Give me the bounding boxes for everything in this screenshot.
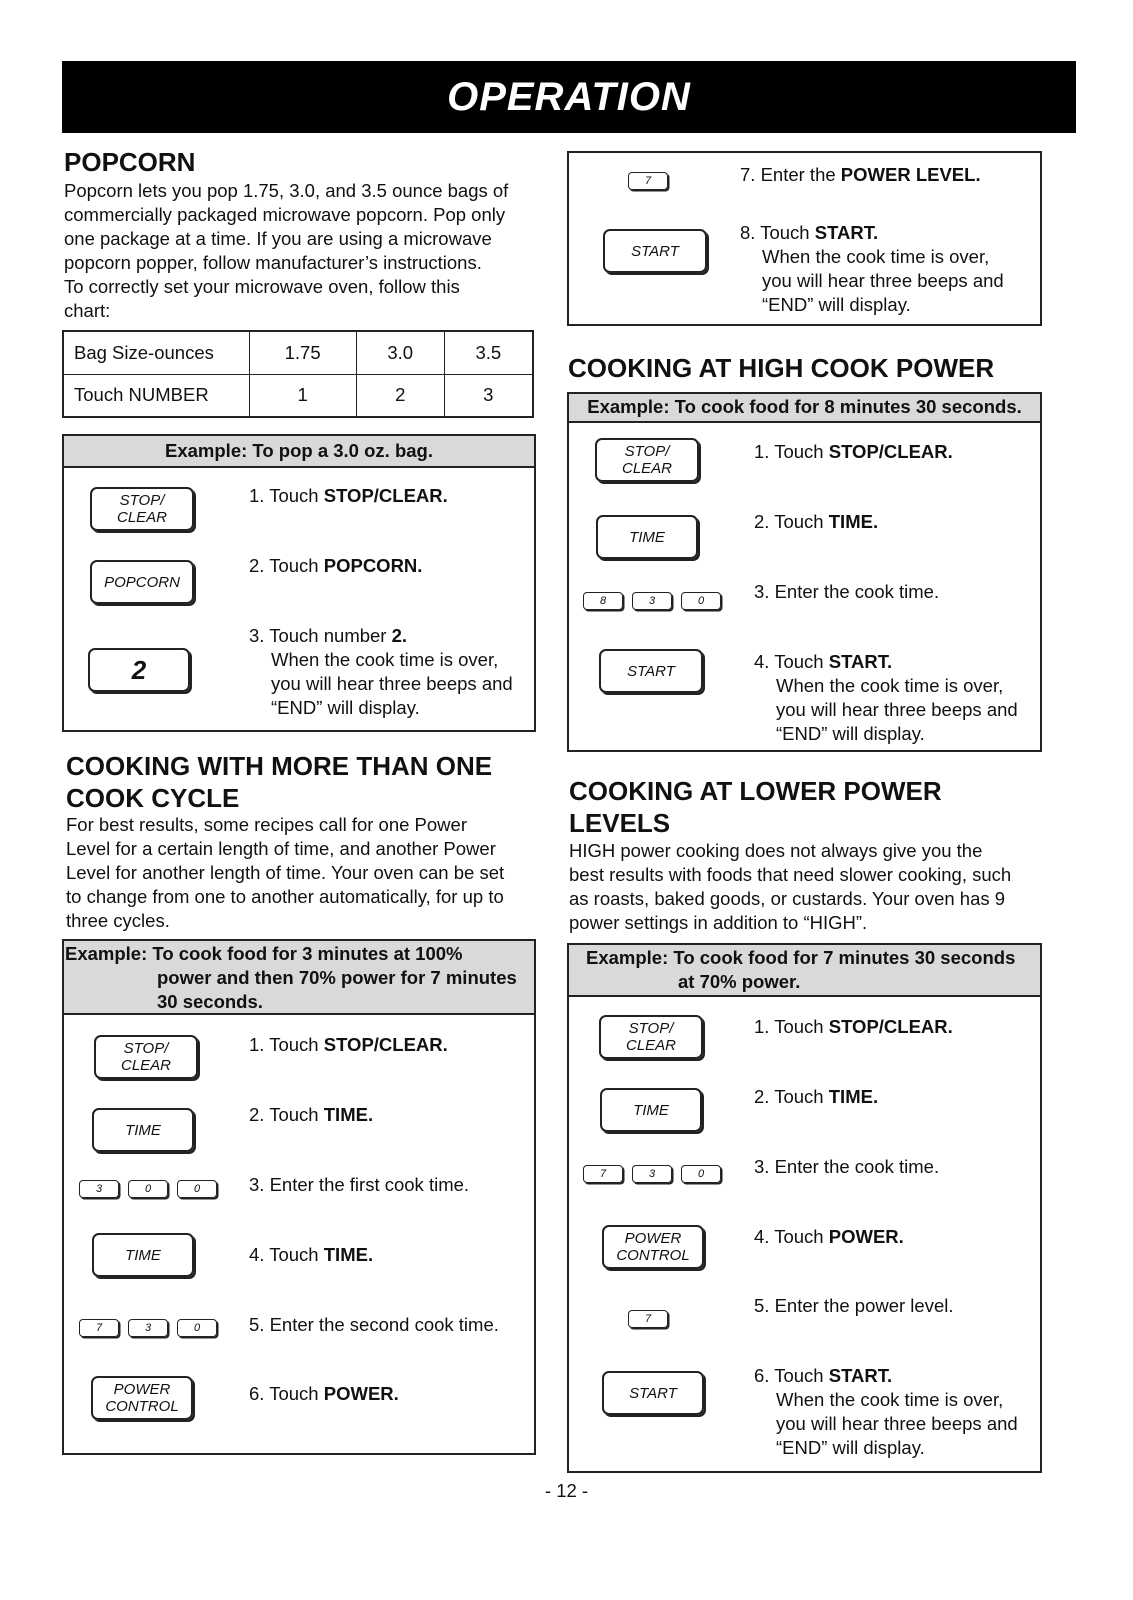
popcorn-intro-line: Popcorn lets you pop 1.75, 3.0, and 3.5 ounce bags of bbox=[64, 180, 509, 201]
start-button bbox=[603, 229, 707, 273]
step-text bbox=[249, 1033, 448, 1057]
page-number: - 12 - bbox=[544, 1480, 589, 1501]
start-button bbox=[602, 1371, 704, 1415]
intro-line: power settings in addition to “HIGH”. bbox=[569, 912, 868, 933]
popcorn-intro bbox=[64, 179, 544, 323]
button-label: CLEAR bbox=[120, 1057, 172, 1074]
number-key: 3 bbox=[632, 1165, 672, 1183]
start-button bbox=[599, 649, 703, 693]
title-line: 30 seconds. bbox=[157, 991, 263, 1012]
number-2-button bbox=[88, 648, 190, 692]
step-text bbox=[754, 650, 1018, 746]
heading-line: COOKING WITH MORE THAN ONE bbox=[66, 751, 493, 781]
number-key: 3 bbox=[79, 1180, 119, 1198]
popcorn-intro-line: popcorn popper, follow manufacturer’s instructions. bbox=[64, 252, 482, 273]
stop-clear-button bbox=[599, 1015, 703, 1059]
popcorn-chart-table bbox=[62, 330, 534, 418]
intro-line: to change from one to another automatically, for up to bbox=[66, 886, 504, 907]
number-key: 7 bbox=[583, 1165, 623, 1183]
step-text-part: 5. Enter the second cook time. bbox=[249, 1314, 499, 1335]
step-subtext: you will hear three beeps and bbox=[776, 1413, 1018, 1434]
time-button bbox=[600, 1088, 702, 1132]
table-cell: 1 bbox=[249, 374, 356, 417]
step-text-bold: START. bbox=[814, 222, 879, 243]
intro-line: best results with foods that need slower cooking, such bbox=[569, 864, 1012, 885]
intro-line: HIGH power cooking does not always give you the bbox=[569, 840, 983, 861]
step-text bbox=[754, 1225, 904, 1249]
example-title bbox=[569, 945, 1040, 997]
number-key: 3 bbox=[632, 592, 672, 610]
button-label: STOP/ bbox=[624, 443, 670, 460]
button-label: START bbox=[627, 662, 675, 680]
popcorn-intro-line: commercially packaged microwave popcorn. Pop only bbox=[64, 204, 506, 225]
step-subtext: you will hear three beeps and bbox=[271, 673, 513, 694]
step-text bbox=[740, 163, 981, 187]
button-label: POWER bbox=[113, 1381, 171, 1398]
step-subtext: you will hear three beeps and bbox=[762, 270, 1004, 291]
step-subtext: When the cook time is over, bbox=[762, 246, 990, 267]
step-text-part: 8. Touch bbox=[740, 222, 815, 243]
popcorn-intro-line: one package at a time. If you are using a microwave bbox=[64, 228, 492, 249]
step-text bbox=[740, 221, 1004, 317]
stop-clear-button bbox=[595, 438, 699, 482]
button-label: STOP/ bbox=[628, 1020, 674, 1037]
table-row bbox=[63, 374, 533, 417]
button-label: CLEAR bbox=[625, 1037, 677, 1054]
step-text-bold: POWER. bbox=[323, 1383, 399, 1404]
heading-line: LEVELS bbox=[569, 808, 671, 838]
step-text-bold: START. bbox=[828, 651, 893, 672]
popcorn-intro-line: To correctly set your microwave oven, follow this bbox=[64, 276, 460, 297]
step-text bbox=[249, 624, 513, 720]
step-subtext: “END” will display. bbox=[776, 1437, 925, 1458]
button-label: START bbox=[631, 242, 679, 260]
step-text-part: 4. Touch bbox=[754, 651, 829, 672]
popcorn-heading: POPCORN bbox=[64, 147, 196, 177]
button-label: TIME bbox=[629, 528, 665, 546]
number-key: 0 bbox=[681, 1165, 721, 1183]
power-control-button bbox=[91, 1376, 193, 1420]
button-label: TIME bbox=[125, 1246, 161, 1264]
step-text-part: 3. Enter the cook time. bbox=[754, 581, 940, 602]
intro-line: For best results, some recipes call for one Power bbox=[66, 814, 467, 835]
step-text-bold: STOP/CLEAR. bbox=[323, 1034, 448, 1055]
step-text bbox=[754, 440, 953, 464]
step-text bbox=[754, 510, 878, 534]
step-text-part: 6. Touch bbox=[754, 1365, 829, 1386]
step-text-part: 2. Touch bbox=[754, 1086, 829, 1107]
button-label: STOP/ bbox=[123, 1040, 169, 1057]
step-text-part: 3. Touch number bbox=[249, 625, 392, 646]
title-line: at 70% power. bbox=[678, 971, 801, 992]
time-button bbox=[92, 1108, 194, 1152]
step-text-bold: TIME. bbox=[323, 1104, 374, 1125]
button-label: CLEAR bbox=[621, 460, 673, 477]
button-label: POPCORN bbox=[104, 573, 180, 591]
intro-line: Level for another length of time. Your oven can be set bbox=[66, 862, 505, 883]
step-text-bold: STOP/CLEAR. bbox=[828, 1016, 953, 1037]
step-text-bold: 2. bbox=[391, 625, 408, 646]
number-key: 8 bbox=[583, 592, 623, 610]
step-text-part: 1. Touch bbox=[249, 485, 324, 506]
step-text bbox=[754, 1364, 1018, 1460]
table-cell: Touch NUMBER bbox=[63, 374, 249, 417]
step-text-part: 1. Touch bbox=[249, 1034, 324, 1055]
stop-clear-button bbox=[94, 1035, 198, 1079]
button-label: POWER bbox=[624, 1230, 682, 1247]
button-label: CONTROL bbox=[105, 1398, 179, 1415]
title-line: power and then 70% power for 7 minutes bbox=[157, 967, 517, 988]
step-text bbox=[754, 1294, 954, 1318]
table-cell: 1.75 bbox=[249, 331, 356, 374]
button-label: CONTROL bbox=[616, 1247, 690, 1264]
step-text-part: 5. Enter the power level. bbox=[754, 1295, 954, 1316]
step-text-bold: TIME. bbox=[323, 1244, 374, 1265]
step-text bbox=[754, 1155, 939, 1179]
step-text-bold: POWER LEVEL. bbox=[840, 164, 981, 185]
button-label: START bbox=[629, 1384, 677, 1402]
example-title: Example: To pop a 3.0 oz. bag. bbox=[64, 436, 534, 468]
title-line: Example: To cook food for 3 minutes at 100% bbox=[65, 943, 463, 964]
number-key: 0 bbox=[681, 592, 721, 610]
step-text-bold: TIME. bbox=[828, 1086, 879, 1107]
step-text bbox=[754, 1015, 953, 1039]
stop-clear-button bbox=[90, 487, 194, 531]
table-cell: 2 bbox=[356, 374, 444, 417]
lower-intro bbox=[569, 839, 1049, 935]
step-text-bold: POPCORN. bbox=[323, 555, 423, 576]
step-subtext: When the cook time is over, bbox=[776, 1389, 1004, 1410]
step-text bbox=[249, 554, 422, 578]
step-text bbox=[754, 580, 939, 604]
number-key: 0 bbox=[177, 1319, 217, 1337]
step-text-part: 4. Touch bbox=[249, 1244, 324, 1265]
button-label: STOP/ bbox=[119, 492, 165, 509]
heading-line: COOKING AT LOWER POWER bbox=[569, 776, 942, 806]
intro-line: as roasts, baked goods, or custards. Your oven has 9 bbox=[569, 888, 1006, 909]
step-text-bold: STOP/CLEAR. bbox=[828, 441, 953, 462]
step-text-part: 2. Touch bbox=[754, 511, 829, 532]
button-label: CLEAR bbox=[116, 509, 168, 526]
step-text bbox=[249, 484, 448, 508]
step-text bbox=[249, 1173, 469, 1197]
time-button bbox=[92, 1233, 194, 1277]
example-title: Example: To cook food for 8 minutes 30 seconds. bbox=[569, 394, 1040, 423]
step-subtext: you will hear three beeps and bbox=[776, 699, 1018, 720]
button-label: TIME bbox=[125, 1121, 161, 1139]
time-button bbox=[596, 515, 698, 559]
popcorn-intro-line: chart: bbox=[64, 300, 111, 321]
number-key: 7 bbox=[628, 1310, 668, 1328]
multi-heading bbox=[66, 750, 492, 814]
heading-line: COOK CYCLE bbox=[66, 783, 240, 813]
page-header-banner bbox=[62, 61, 1076, 133]
table-cell: Bag Size-ounces bbox=[63, 331, 249, 374]
table-cell: 3 bbox=[444, 374, 533, 417]
title-line: Example: To cook food for 7 minutes 30 seconds bbox=[586, 947, 1016, 968]
number-key: 3 bbox=[128, 1319, 168, 1337]
step-text-bold: STOP/CLEAR. bbox=[323, 485, 448, 506]
multi-intro bbox=[66, 813, 546, 933]
popcorn-button bbox=[90, 560, 194, 604]
step-subtext: When the cook time is over, bbox=[776, 675, 1004, 696]
high-power-heading: COOKING AT HIGH COOK POWER bbox=[568, 353, 995, 383]
step-text-part: 2. Touch bbox=[249, 1104, 324, 1125]
button-label: 2 bbox=[131, 654, 147, 685]
lower-power-heading bbox=[569, 775, 942, 839]
step-text bbox=[249, 1382, 399, 1406]
step-text bbox=[249, 1243, 373, 1267]
step-text bbox=[754, 1085, 878, 1109]
step-text-part: 4. Touch bbox=[754, 1226, 829, 1247]
step-text-part: 3. Enter the cook time. bbox=[754, 1156, 940, 1177]
step-text-bold: POWER. bbox=[828, 1226, 904, 1247]
step-subtext: “END” will display. bbox=[762, 294, 911, 315]
table-cell: 3.5 bbox=[444, 331, 533, 374]
example-title bbox=[64, 941, 534, 1015]
step-text-bold: START. bbox=[828, 1365, 893, 1386]
number-key: 7 bbox=[628, 172, 668, 190]
page-title: OPERATION bbox=[447, 74, 691, 119]
number-key: 7 bbox=[79, 1319, 119, 1337]
step-subtext: “END” will display. bbox=[271, 697, 420, 718]
button-label: TIME bbox=[633, 1101, 669, 1119]
step-subtext: “END” will display. bbox=[776, 723, 925, 744]
step-text-part: 3. Enter the first cook time. bbox=[249, 1174, 470, 1195]
table-row bbox=[63, 331, 533, 374]
step-subtext: When the cook time is over, bbox=[271, 649, 499, 670]
step-text-bold: TIME. bbox=[828, 511, 879, 532]
number-key: 0 bbox=[177, 1180, 217, 1198]
step-text-part: 7. Enter the bbox=[740, 164, 841, 185]
number-key: 0 bbox=[128, 1180, 168, 1198]
intro-line: Level for a certain length of time, and another Power bbox=[66, 838, 496, 859]
step-text-part: 6. Touch bbox=[249, 1383, 324, 1404]
step-text-part: 1. Touch bbox=[754, 1016, 829, 1037]
table-cell: 3.0 bbox=[356, 331, 444, 374]
step-text-part: 2. Touch bbox=[249, 555, 324, 576]
step-text-part: 1. Touch bbox=[754, 441, 829, 462]
power-control-button bbox=[602, 1225, 704, 1269]
step-text bbox=[249, 1103, 373, 1127]
intro-line: three cycles. bbox=[66, 910, 170, 931]
step-text bbox=[249, 1313, 499, 1337]
